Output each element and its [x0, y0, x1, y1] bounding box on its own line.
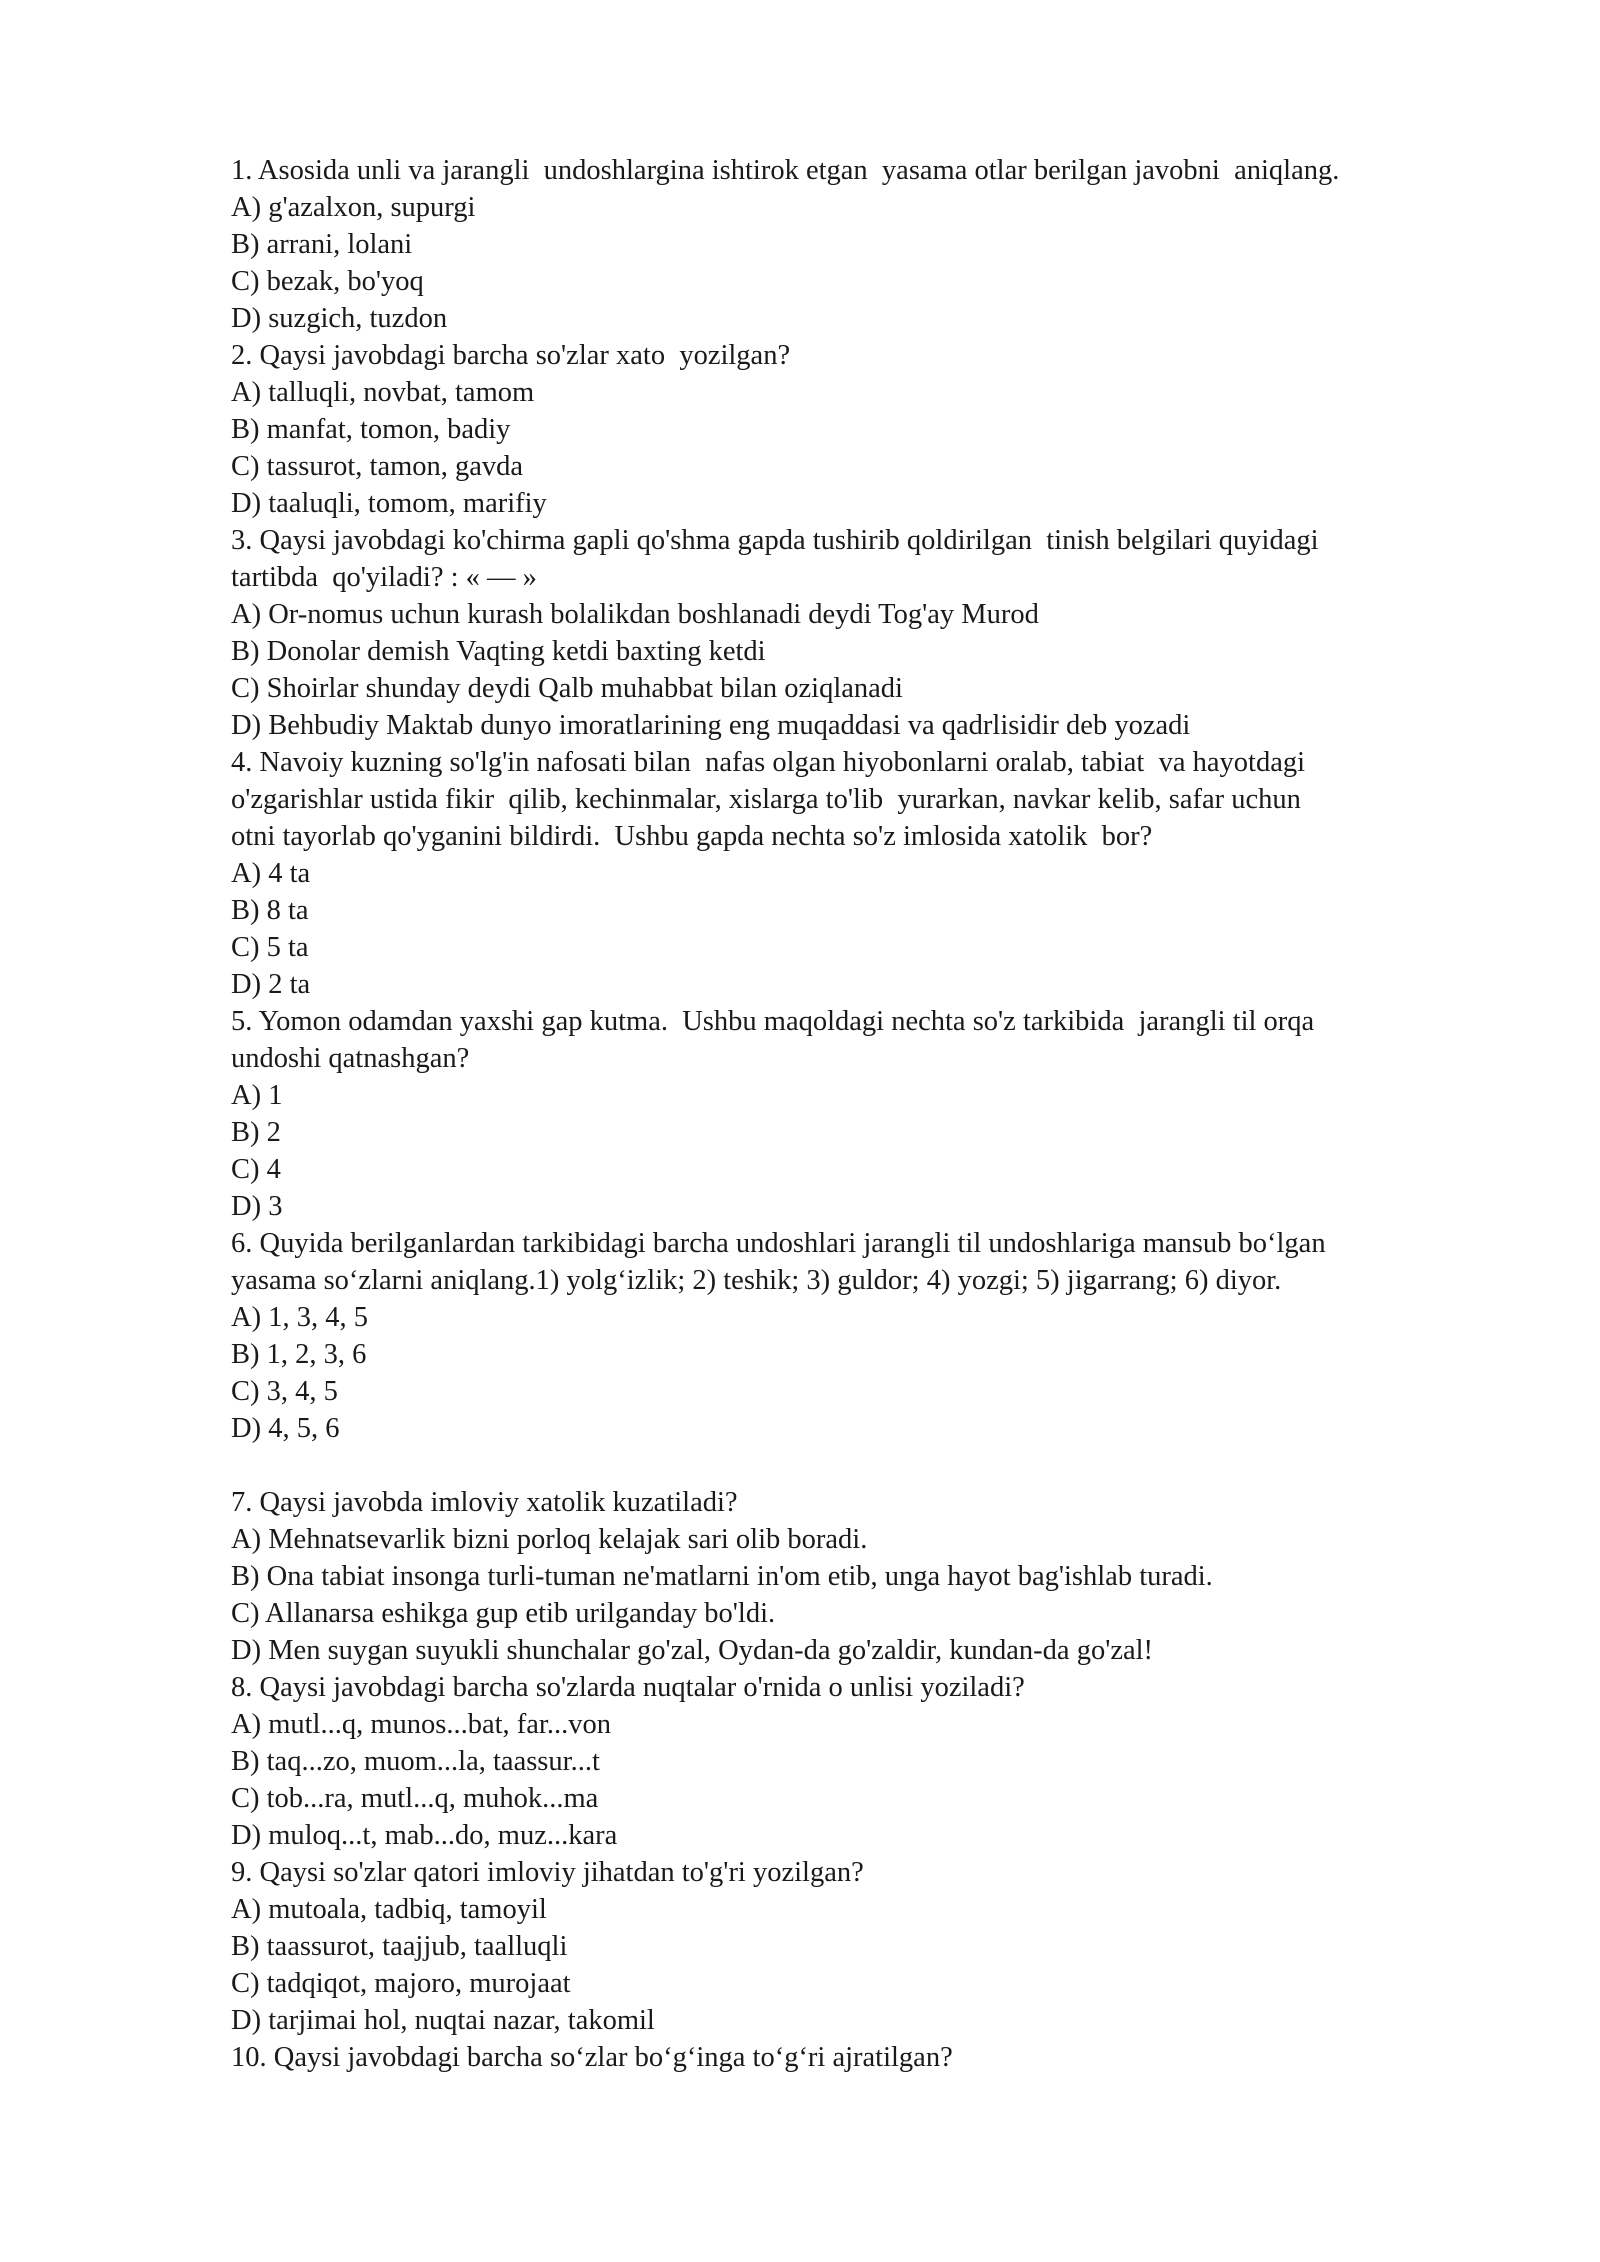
question-text: 6. Quyida berilganlardan tarkibidagi barcha undoshlari jarangli til undoshlariga mansub bo‘lgan — [231, 1228, 1326, 1259]
answer-option: B) taq...zo, muom...la, taassur...t — [231, 1746, 600, 1777]
answer-option: A) mutoala, tadbiq, tamoyil — [231, 1894, 547, 1925]
question-block — [231, 1225, 1531, 1447]
answer-option: C) tassurot, tamon, gavda — [231, 451, 524, 482]
question-block — [231, 1854, 1531, 2039]
question-block — [231, 522, 1531, 744]
answer-option: D) Men suygan suyukli shunchalar go'zal, Oydan-da go'zaldir, kundan-da go'zal! — [231, 1635, 1154, 1666]
question-text: 7. Qaysi javobda imloviy xatolik kuzatiladi? — [231, 1487, 738, 1518]
question-block — [231, 744, 1531, 1003]
answer-option: C) 4 — [231, 1154, 281, 1185]
answer-option: C) 3, 4, 5 — [231, 1376, 338, 1407]
answer-option: D) taaluqli, tomom, marifiy — [231, 488, 547, 519]
answer-option: D) suzgich, tuzdon — [231, 303, 448, 334]
answer-option: D) Behbudiy Maktab dunyo imoratlarining eng muqaddasi va qadrlisidir deb yozadi — [231, 710, 1191, 741]
answer-option: B) Ona tabiat insonga turli-tuman ne'matlarni in'om etib, unga hayot bag'ishlab turadi. — [231, 1561, 1213, 1592]
question-text: undoshi qatnashgan? — [231, 1043, 470, 1074]
answer-option: B) Donolar demish Vaqting ketdi baxting ketdi — [231, 636, 766, 667]
answer-option: A) Or-nomus uchun kurash bolalikdan boshlanadi deydi Tog'ay Murod — [231, 599, 1039, 630]
question-text: yasama so‘zlarni aniqlang.1) yolg‘izlik; 2) teshik; 3) guldor; 4) yozgi; 5) jigarrang; 6) diyor. — [231, 1265, 1282, 1296]
answer-option: A) 4 ta — [231, 858, 311, 889]
question-block — [231, 1003, 1531, 1225]
question-text: 9. Qaysi so'zlar qatori imloviy jihatdan to'g'ri yozilgan? — [231, 1857, 864, 1888]
answer-option: D) muloq...t, mab...do, muz...kara — [231, 1820, 618, 1851]
question-text: 3. Qaysi javobdagi ko'chirma gapli qo'shma gapda tushirib qoldirilgan tinish belgilari quyidagi — [231, 525, 1319, 556]
question-block — [231, 2039, 1531, 2076]
question-text: tartibda qo'yiladi? : « — » — [231, 562, 537, 593]
answer-option: C) Allanarsa eshikga gup etib urilganday bo'ldi. — [231, 1598, 776, 1629]
answer-option: B) arrani, lolani — [231, 229, 413, 260]
answer-option: B) taassurot, taajjub, taalluqli — [231, 1931, 568, 1962]
answer-option: C) tadqiqot, majoro, murojaat — [231, 1968, 571, 1999]
answer-option: A) 1 — [231, 1080, 283, 1111]
question-block — [231, 1669, 1531, 1854]
answer-option: C) Shoirlar shunday deydi Qalb muhabbat bilan oziqlanadi — [231, 673, 903, 704]
question-text: otni tayorlab qo'yganini bildirdi. Ushbu gapda nechta so'z imlosida xatolik bor? — [231, 821, 1153, 852]
question-text: 1. Asosida unli va jarangli undoshlargina ishtirok etgan yasama otlar berilgan javobni aniqlang. — [231, 155, 1340, 186]
question-text: 10. Qaysi javobdagi barcha so‘zlar bo‘g‘inga to‘g‘ri ajratilgan? — [231, 2042, 953, 2073]
question-block — [231, 152, 1531, 337]
answer-option: B) 1, 2, 3, 6 — [231, 1339, 367, 1370]
question-text: 2. Qaysi javobdagi barcha so'zlar xato yozilgan? — [231, 340, 791, 371]
answer-option: B) 8 ta — [231, 895, 309, 926]
document-page — [231, 152, 1531, 2076]
answer-option: C) tob...ra, mutl...q, muhok...ma — [231, 1783, 599, 1814]
question-text: 4. Navoiy kuzning so'lg'in nafosati bilan nafas olgan hiyobonlarni oralab, tabiat va hayotdagi — [231, 747, 1306, 778]
answer-option: A) 1, 3, 4, 5 — [231, 1302, 368, 1333]
question-text: o'zgarishlar ustida fikir qilib, kechinmalar, xislarga to'lib yurarkan, navkar kelib, safar uchun — [231, 784, 1301, 815]
answer-option: A) mutl...q, munos...bat, far...von — [231, 1709, 611, 1740]
answer-option: D) 2 ta — [231, 969, 311, 1000]
question-block — [231, 1484, 1531, 1669]
answer-option: D) 4, 5, 6 — [231, 1413, 340, 1444]
answer-option: B) manfat, tomon, badiy — [231, 414, 511, 445]
answer-option: A) talluqli, novbat, tamom — [231, 377, 535, 408]
answer-option: B) 2 — [231, 1117, 281, 1148]
answer-option: A) Mehnatsevarlik bizni porloq kelajak sari olib boradi. — [231, 1524, 868, 1555]
answer-option: C) bezak, bo'yoq — [231, 266, 424, 297]
question-block — [231, 337, 1531, 522]
blank-line — [231, 1447, 1531, 1484]
question-text: 8. Qaysi javobdagi barcha so'zlarda nuqtalar o'rnida o unlisi yoziladi? — [231, 1672, 1025, 1703]
answer-option: D) 3 — [231, 1191, 283, 1222]
question-text: 5. Yomon odamdan yaxshi gap kutma. Ushbu maqoldagi nechta so'z tarkibida jarangli til orqa — [231, 1006, 1315, 1037]
answer-option: C) 5 ta — [231, 932, 309, 963]
answer-option: D) tarjimai hol, nuqtai nazar, takomil — [231, 2005, 655, 2036]
answer-option: A) g'azalxon, supurgi — [231, 192, 476, 223]
